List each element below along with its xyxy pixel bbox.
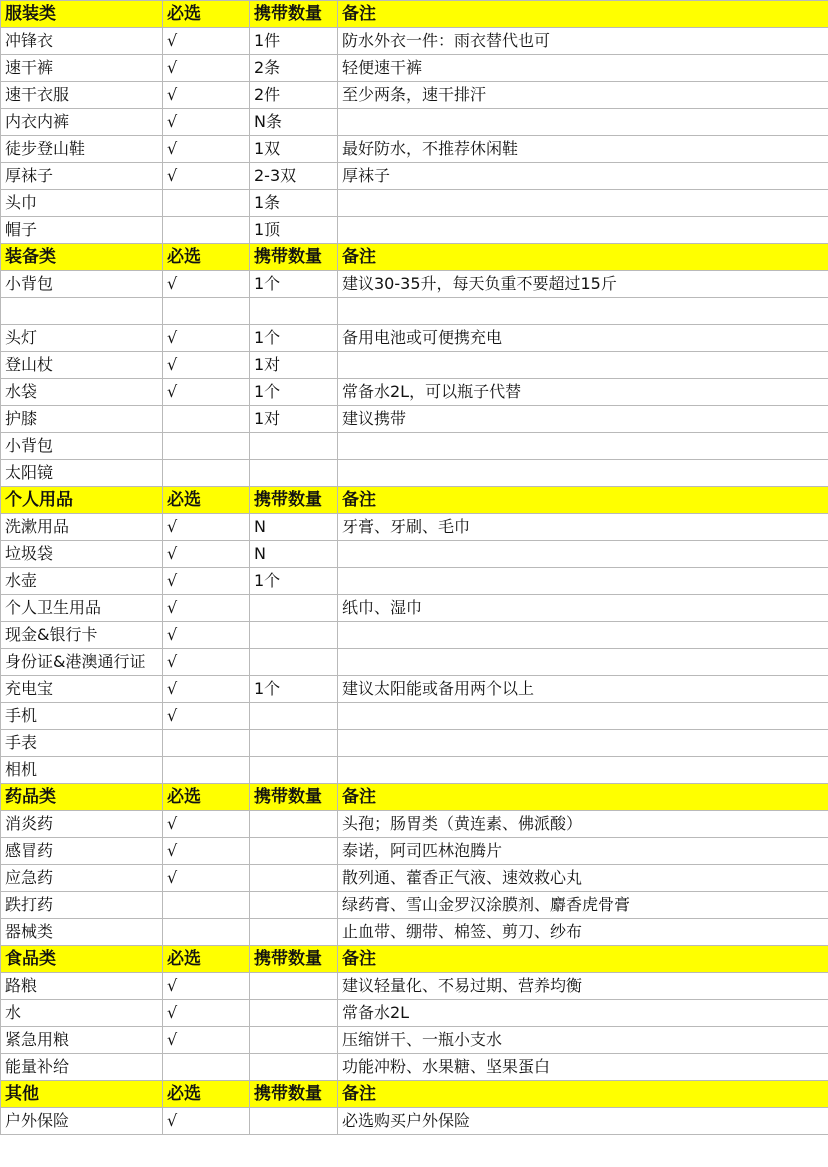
note-cell: 必选购买户外保险 — [338, 1108, 828, 1135]
section-header-row — [1, 946, 828, 973]
item-name-cell: 水壶 — [1, 568, 163, 595]
table-row — [1, 109, 828, 136]
quantity-cell: 2件 — [250, 82, 338, 109]
note-cell — [338, 541, 828, 568]
required-cell: √ — [163, 109, 250, 136]
note-cell — [338, 109, 828, 136]
required-cell: √ — [163, 541, 250, 568]
required-header: 必选 — [163, 1, 250, 28]
table-row — [1, 55, 828, 82]
item-name-cell: 厚袜子 — [1, 163, 163, 190]
required-cell — [163, 757, 250, 784]
quantity-cell: 2-3双 — [250, 163, 338, 190]
quantity-header: 携带数量 — [250, 487, 338, 514]
note-cell — [338, 622, 828, 649]
quantity-cell: 1件 — [250, 28, 338, 55]
note-cell: 常备水2L，可以瓶子代替 — [338, 379, 828, 406]
quantity-cell — [250, 838, 338, 865]
required-cell: √ — [163, 271, 250, 298]
table-row — [1, 1000, 828, 1027]
quantity-cell — [250, 1054, 338, 1081]
quantity-cell — [250, 973, 338, 1000]
note-cell: 功能冲粉、水果糖、坚果蛋白 — [338, 1054, 828, 1081]
quantity-cell — [250, 460, 338, 487]
quantity-cell: N — [250, 514, 338, 541]
table-row — [1, 406, 828, 433]
item-name-cell: 相机 — [1, 757, 163, 784]
item-name-cell: 护膝 — [1, 406, 163, 433]
table-row — [1, 1108, 828, 1135]
quantity-cell: 1顶 — [250, 217, 338, 244]
item-name-cell: 充电宝 — [1, 676, 163, 703]
required-cell: √ — [163, 649, 250, 676]
note-header: 备注 — [338, 487, 828, 514]
quantity-cell: 1对 — [250, 352, 338, 379]
table-row — [1, 865, 828, 892]
note-cell — [338, 757, 828, 784]
item-name-cell: 应急药 — [1, 865, 163, 892]
note-cell — [338, 649, 828, 676]
table-row — [1, 325, 828, 352]
table-row — [1, 568, 828, 595]
item-name-cell: 垃圾袋 — [1, 541, 163, 568]
quantity-cell: 1双 — [250, 136, 338, 163]
note-cell: 压缩饼干、一瓶小支水 — [338, 1027, 828, 1054]
required-header: 必选 — [163, 487, 250, 514]
required-cell: √ — [163, 676, 250, 703]
quantity-cell: 1个 — [250, 568, 338, 595]
table-row — [1, 217, 828, 244]
required-cell — [163, 1054, 250, 1081]
item-name-cell — [1, 298, 163, 325]
table-row — [1, 271, 828, 298]
table-row — [1, 163, 828, 190]
item-name-cell: 内衣内裤 — [1, 109, 163, 136]
section-title: 个人用品 — [1, 487, 163, 514]
table-row — [1, 1027, 828, 1054]
required-cell — [163, 433, 250, 460]
quantity-cell: N条 — [250, 109, 338, 136]
table-row — [1, 892, 828, 919]
table-row — [1, 811, 828, 838]
required-cell: √ — [163, 82, 250, 109]
table-row — [1, 541, 828, 568]
table-row — [1, 379, 828, 406]
quantity-cell — [250, 433, 338, 460]
section-header-row — [1, 1, 828, 28]
required-cell: √ — [163, 55, 250, 82]
table-row — [1, 757, 828, 784]
note-cell: 散列通、藿香正气液、速效救心丸 — [338, 865, 828, 892]
note-cell: 常备水2L — [338, 1000, 828, 1027]
quantity-cell — [250, 649, 338, 676]
required-header: 必选 — [163, 1081, 250, 1108]
table-row — [1, 514, 828, 541]
quantity-cell: N — [250, 541, 338, 568]
item-name-cell: 手机 — [1, 703, 163, 730]
note-cell — [338, 217, 828, 244]
quantity-cell: 1条 — [250, 190, 338, 217]
quantity-cell: 1个 — [250, 325, 338, 352]
required-cell: √ — [163, 379, 250, 406]
note-header: 备注 — [338, 244, 828, 271]
section-header-row — [1, 487, 828, 514]
note-cell: 纸巾、湿巾 — [338, 595, 828, 622]
item-name-cell: 头灯 — [1, 325, 163, 352]
table-row — [1, 460, 828, 487]
quantity-cell: 1个 — [250, 676, 338, 703]
note-cell: 绿药膏、雪山金罗汉涂膜剂、麝香虎骨膏 — [338, 892, 828, 919]
quantity-cell: 1个 — [250, 379, 338, 406]
quantity-cell — [250, 892, 338, 919]
required-cell: √ — [163, 838, 250, 865]
item-name-cell: 水 — [1, 1000, 163, 1027]
note-cell — [338, 460, 828, 487]
quantity-cell: 1个 — [250, 271, 338, 298]
item-name-cell: 太阳镜 — [1, 460, 163, 487]
quantity-header: 携带数量 — [250, 1081, 338, 1108]
required-cell: √ — [163, 325, 250, 352]
required-cell — [163, 406, 250, 433]
table-row — [1, 622, 828, 649]
quantity-cell — [250, 1108, 338, 1135]
required-cell — [163, 190, 250, 217]
note-cell: 备用电池或可便携充电 — [338, 325, 828, 352]
required-header: 必选 — [163, 244, 250, 271]
required-cell: √ — [163, 136, 250, 163]
table-row — [1, 433, 828, 460]
note-cell: 牙膏、牙刷、毛巾 — [338, 514, 828, 541]
item-name-cell: 登山杖 — [1, 352, 163, 379]
note-cell — [338, 703, 828, 730]
note-header: 备注 — [338, 946, 828, 973]
item-name-cell: 水袋 — [1, 379, 163, 406]
quantity-header: 携带数量 — [250, 244, 338, 271]
required-cell — [163, 730, 250, 757]
required-header: 必选 — [163, 946, 250, 973]
required-cell — [163, 892, 250, 919]
note-cell: 至少两条，速干排汗 — [338, 82, 828, 109]
item-name-cell: 现金&银行卡 — [1, 622, 163, 649]
required-cell: √ — [163, 514, 250, 541]
required-cell: √ — [163, 1000, 250, 1027]
note-cell — [338, 730, 828, 757]
required-cell: √ — [163, 865, 250, 892]
note-cell — [338, 190, 828, 217]
item-name-cell: 跌打药 — [1, 892, 163, 919]
note-cell: 轻便速干裤 — [338, 55, 828, 82]
required-cell: √ — [163, 973, 250, 1000]
note-cell: 建议太阳能或备用两个以上 — [338, 676, 828, 703]
quantity-cell — [250, 1027, 338, 1054]
table-row — [1, 703, 828, 730]
section-title: 食品类 — [1, 946, 163, 973]
section-header-row — [1, 244, 828, 271]
item-name-cell: 小背包 — [1, 433, 163, 460]
item-name-cell: 手表 — [1, 730, 163, 757]
table-row — [1, 298, 828, 325]
required-cell — [163, 217, 250, 244]
table-row — [1, 649, 828, 676]
item-name-cell: 器械类 — [1, 919, 163, 946]
quantity-cell — [250, 595, 338, 622]
item-name-cell: 户外保险 — [1, 1108, 163, 1135]
required-cell: √ — [163, 28, 250, 55]
required-cell: √ — [163, 1027, 250, 1054]
required-cell: √ — [163, 568, 250, 595]
table-row — [1, 28, 828, 55]
note-cell: 止血带、绷带、棉签、剪刀、纱布 — [338, 919, 828, 946]
note-cell: 建议30-35升，每天负重不要超过15斤 — [338, 271, 828, 298]
item-name-cell: 消炎药 — [1, 811, 163, 838]
quantity-cell — [250, 757, 338, 784]
table-row — [1, 676, 828, 703]
table-row — [1, 730, 828, 757]
note-cell — [338, 433, 828, 460]
section-header-row — [1, 1081, 828, 1108]
table-row — [1, 838, 828, 865]
section-title: 装备类 — [1, 244, 163, 271]
table-row — [1, 919, 828, 946]
quantity-cell — [250, 811, 338, 838]
note-cell: 建议携带 — [338, 406, 828, 433]
table-row — [1, 136, 828, 163]
note-cell: 防水外衣一件：雨衣替代也可 — [338, 28, 828, 55]
item-name-cell: 帽子 — [1, 217, 163, 244]
table-body — [1, 1, 828, 1135]
quantity-header: 携带数量 — [250, 784, 338, 811]
note-header: 备注 — [338, 1, 828, 28]
required-cell: √ — [163, 352, 250, 379]
quantity-cell — [250, 730, 338, 757]
quantity-cell — [250, 622, 338, 649]
quantity-cell: 2条 — [250, 55, 338, 82]
section-title: 服装类 — [1, 1, 163, 28]
item-name-cell: 徒步登山鞋 — [1, 136, 163, 163]
required-header: 必选 — [163, 784, 250, 811]
table-row — [1, 82, 828, 109]
item-name-cell: 头巾 — [1, 190, 163, 217]
table-row — [1, 190, 828, 217]
table-row — [1, 1054, 828, 1081]
table-row — [1, 595, 828, 622]
note-cell: 厚袜子 — [338, 163, 828, 190]
required-cell: √ — [163, 622, 250, 649]
item-name-cell: 速干衣服 — [1, 82, 163, 109]
item-name-cell: 路粮 — [1, 973, 163, 1000]
section-header-row — [1, 784, 828, 811]
note-cell — [338, 568, 828, 595]
item-name-cell: 洗漱用品 — [1, 514, 163, 541]
table-row — [1, 352, 828, 379]
item-name-cell: 紧急用粮 — [1, 1027, 163, 1054]
note-header: 备注 — [338, 1081, 828, 1108]
required-cell — [163, 298, 250, 325]
required-cell: √ — [163, 703, 250, 730]
note-cell: 泰诺，阿司匹林泡腾片 — [338, 838, 828, 865]
required-cell — [163, 460, 250, 487]
item-name-cell: 个人卫生用品 — [1, 595, 163, 622]
item-name-cell: 身份证&港澳通行证 — [1, 649, 163, 676]
note-cell: 最好防水，不推荐休闲鞋 — [338, 136, 828, 163]
quantity-cell — [250, 865, 338, 892]
quantity-cell — [250, 298, 338, 325]
note-cell: 头孢；肠胃类（黄连素、佛派酸） — [338, 811, 828, 838]
required-cell: √ — [163, 1108, 250, 1135]
required-cell: √ — [163, 811, 250, 838]
quantity-header: 携带数量 — [250, 946, 338, 973]
required-cell: √ — [163, 595, 250, 622]
note-cell: 建议轻量化、不易过期、营养均衡 — [338, 973, 828, 1000]
note-cell — [338, 298, 828, 325]
table-row — [1, 973, 828, 1000]
note-header: 备注 — [338, 784, 828, 811]
quantity-cell — [250, 919, 338, 946]
item-name-cell: 能量补给 — [1, 1054, 163, 1081]
required-cell: √ — [163, 163, 250, 190]
item-name-cell: 感冒药 — [1, 838, 163, 865]
quantity-cell: 1对 — [250, 406, 338, 433]
quantity-cell — [250, 1000, 338, 1027]
quantity-header: 携带数量 — [250, 1, 338, 28]
item-name-cell: 速干裤 — [1, 55, 163, 82]
note-cell — [338, 352, 828, 379]
section-title: 其他 — [1, 1081, 163, 1108]
required-cell — [163, 919, 250, 946]
item-name-cell: 冲锋衣 — [1, 28, 163, 55]
section-title: 药品类 — [1, 784, 163, 811]
quantity-cell — [250, 703, 338, 730]
item-name-cell: 小背包 — [1, 271, 163, 298]
